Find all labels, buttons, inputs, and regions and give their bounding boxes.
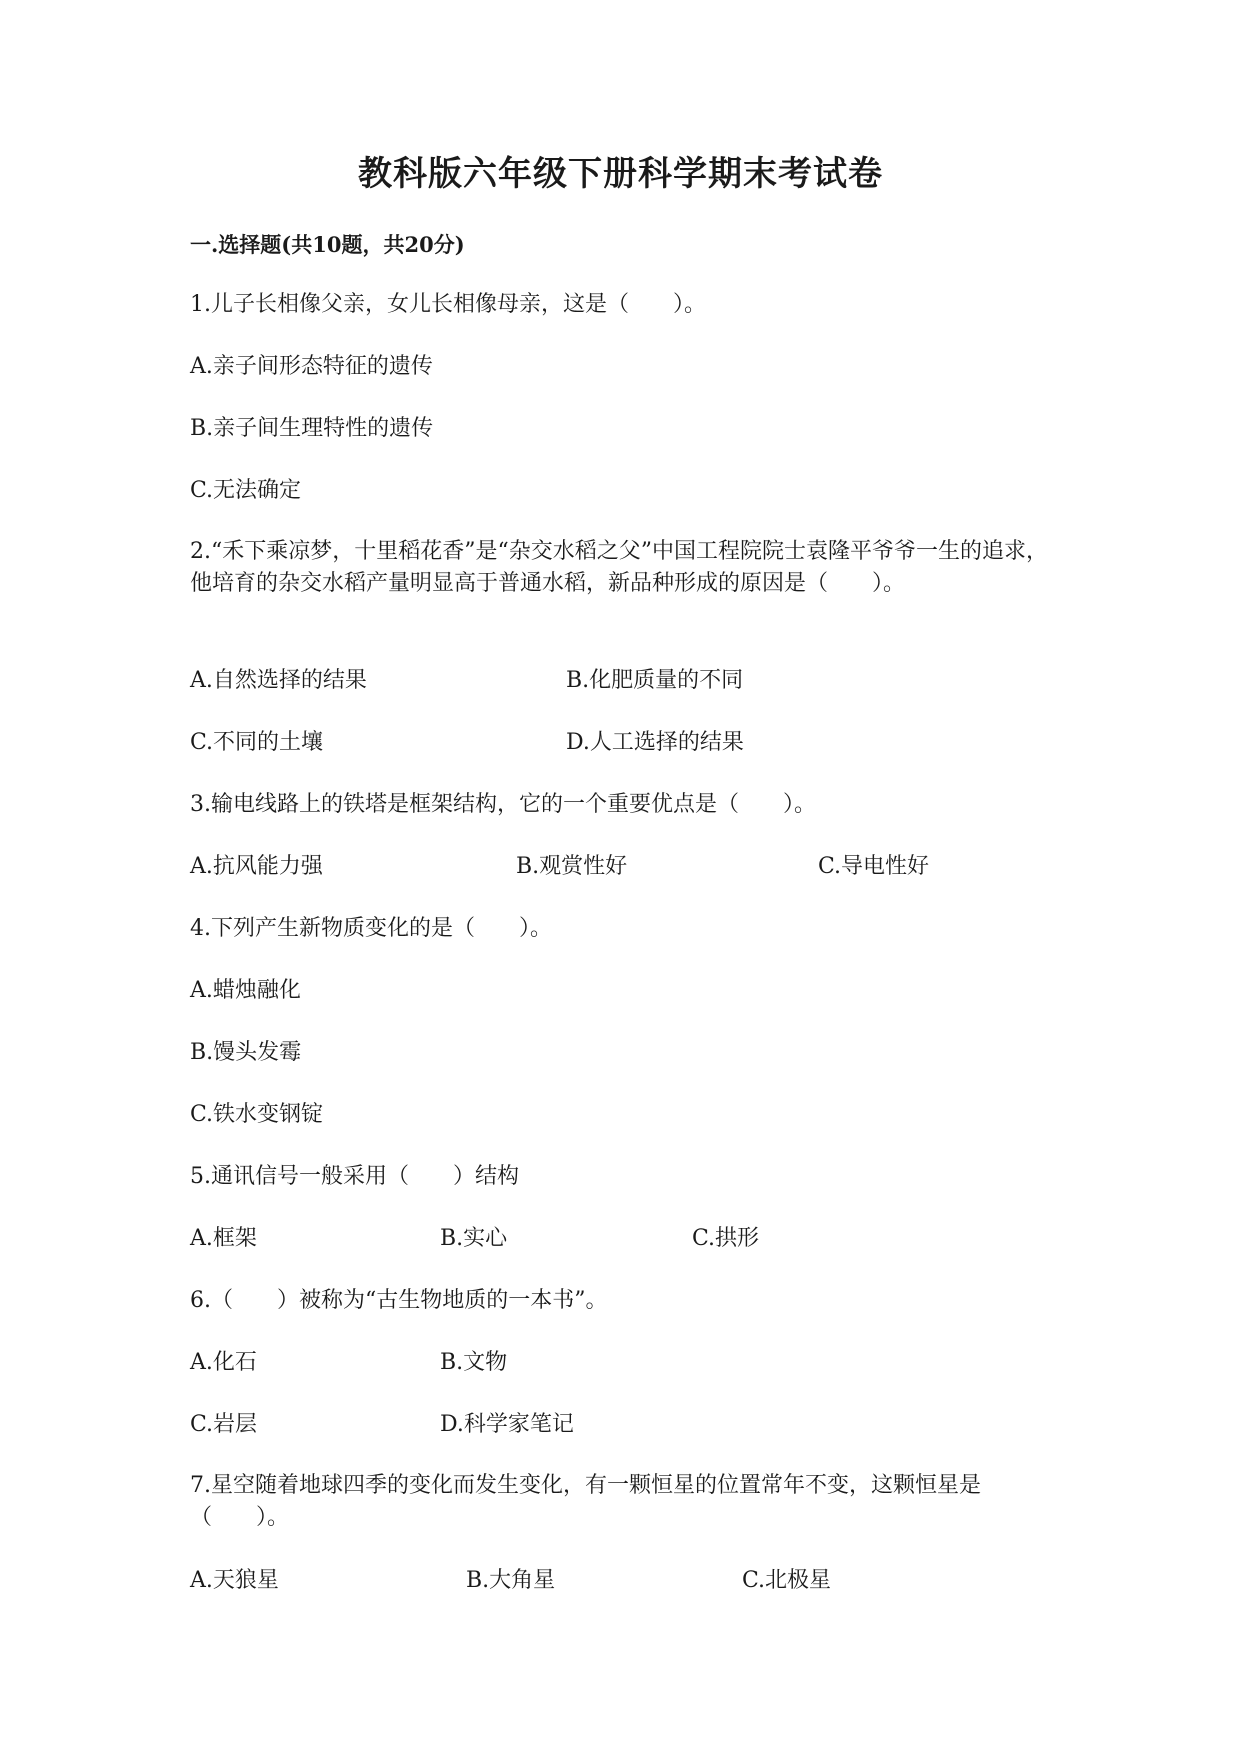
question-6-option-b: B.文物	[440, 1350, 508, 1375]
question-1-option-a: A.亲子间形态特征的遗传	[190, 354, 433, 379]
question-4-option-b: B.馒头发霉	[190, 1040, 302, 1065]
question-3-stem: 3.输电线路上的铁塔是框架结构，它的一个重要优点是（ ）。	[190, 792, 816, 817]
question-4-stem: 4.下列产生新物质变化的是（ ）。	[190, 916, 552, 941]
question-2-option-d: D.人工选择的结果	[566, 730, 744, 755]
section-heading: 一.选择题(共10题，共20分)	[190, 232, 465, 257]
question-3-option-c: C.导电性好	[818, 854, 930, 879]
question-5-option-a: A.框架	[190, 1226, 257, 1251]
question-5-option-c: C.拱形	[692, 1226, 760, 1251]
question-5-stem: 5.通讯信号一般采用（ ）结构	[190, 1164, 519, 1189]
question-6-stem: 6.（ ）被称为“古生物地质的一本书”。	[190, 1288, 608, 1313]
question-1-stem: 1.儿子长相像父亲，女儿长相像母亲，这是（ ）。	[190, 292, 706, 317]
question-7-option-a: A.天狼星	[190, 1568, 279, 1593]
question-2-stem: 2.“禾下乘凉梦，十里稻花香”是“杂交水稻之父”中国工程院院士袁隆平爷爷一生的追求，他培育的杂交水稻产量明显高于普通水稻，新品种形成的原因是（ ）。	[190, 539, 1048, 596]
question-7-option-c: C.北极星	[742, 1568, 832, 1593]
question-6-option-c: C.岩层	[190, 1412, 258, 1437]
question-2-option-a: A.自然选择的结果	[190, 668, 367, 693]
question-3-option-b: B.观赏性好	[516, 854, 628, 879]
exam-title: 教科版六年级下册科学期末考试卷	[358, 154, 883, 194]
question-4-option-c: C.铁水变钢锭	[190, 1102, 324, 1127]
question-7-stem: 7.星空随着地球四季的变化而发生变化，有一颗恒星的位置常年不变，这颗恒星是（ ）。	[190, 1473, 981, 1530]
question-1-option-c: C.无法确定	[190, 478, 302, 503]
question-5-option-b: B.实心	[440, 1226, 508, 1251]
question-2-option-b: B.化肥质量的不同	[566, 668, 744, 693]
question-4-option-a: A.蜡烛融化	[190, 978, 301, 1003]
question-2-option-c: C.不同的土壤	[190, 730, 324, 755]
question-6-option-a: A.化石	[190, 1350, 257, 1375]
question-1-option-b: B.亲子间生理特性的遗传	[190, 416, 434, 441]
question-7-option-b: B.大角星	[466, 1568, 556, 1593]
question-3-option-a: A.抗风能力强	[190, 854, 323, 879]
question-6-option-d: D.科学家笔记	[440, 1412, 574, 1437]
